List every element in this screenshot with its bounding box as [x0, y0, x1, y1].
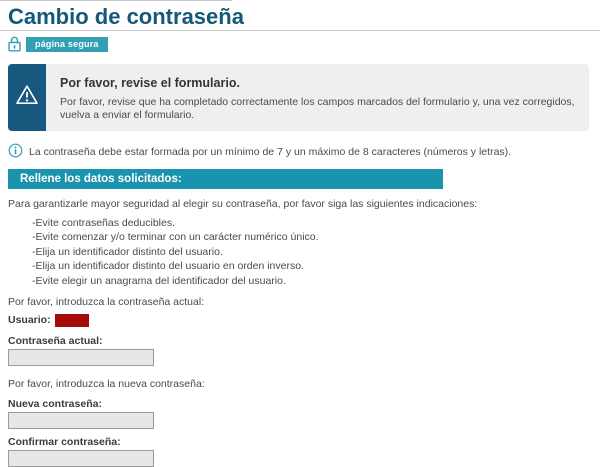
info-icon: [8, 143, 23, 158]
alert-icon-block: [8, 64, 46, 131]
section-header: Rellene los datos solicitados:: [8, 169, 443, 189]
top-border-line: [0, 0, 232, 1]
current-password-label: Contraseña actual:: [8, 335, 103, 348]
guidelines-intro: Para garantizarle mayor seguridad al elegir su contraseña, por favor siga las siguientes indicaciones:: [8, 198, 478, 210]
new-password-prompt: Por favor, introduzca la nueva contraseña:: [8, 378, 205, 391]
title-divider: [0, 30, 600, 31]
password-guidelines-list: [32, 216, 600, 288]
user-row: [8, 313, 600, 327]
form-error-alert: [8, 64, 589, 131]
guideline-item: -Elija un identificador distinto del usuario en orden inverso.: [32, 260, 304, 273]
guideline-item: -Evite elegir un anagrama del identificador del usuario.: [32, 274, 286, 287]
user-label: Usuario:: [8, 313, 51, 326]
confirm-password-input[interactable]: [8, 450, 154, 467]
current-password-input[interactable]: [8, 349, 154, 366]
confirm-password-label: Confirmar contraseña:: [8, 436, 121, 449]
info-note-text: La contraseña debe estar formada por un mínimo de 7 y un máximo de 8 caracteres (números y letras).: [29, 146, 512, 158]
alert-content: [46, 64, 589, 131]
secure-page-badge: página segura: [26, 37, 108, 52]
warning-triangle-icon: [15, 84, 39, 111]
current-password-prompt: Por favor, introduzca la contraseña actual:: [8, 296, 205, 309]
guideline-item: -Elija un identificador distinto del usuario.: [32, 245, 223, 258]
secure-page-indicator: [8, 36, 600, 52]
redacted-username: [55, 314, 89, 327]
new-password-input[interactable]: [8, 412, 154, 429]
guideline-item: -Evite comenzar y/o terminar con un carácter numérico único.: [32, 231, 319, 244]
new-password-label: Nueva contraseña:: [8, 398, 102, 411]
alert-title: Por favor, revise el formulario.: [60, 76, 240, 90]
guideline-item: -Evite contraseñas deducibles.: [32, 217, 175, 229]
alert-message: Por favor, revise que ha completado correctamente los campos marcados del formulario y, una vez corregidos, vuelva a enviar el formulario.: [60, 96, 575, 121]
password-info-note: [8, 144, 600, 158]
page-title: Cambio de contraseña: [8, 4, 244, 29]
lock-icon: [8, 36, 21, 52]
